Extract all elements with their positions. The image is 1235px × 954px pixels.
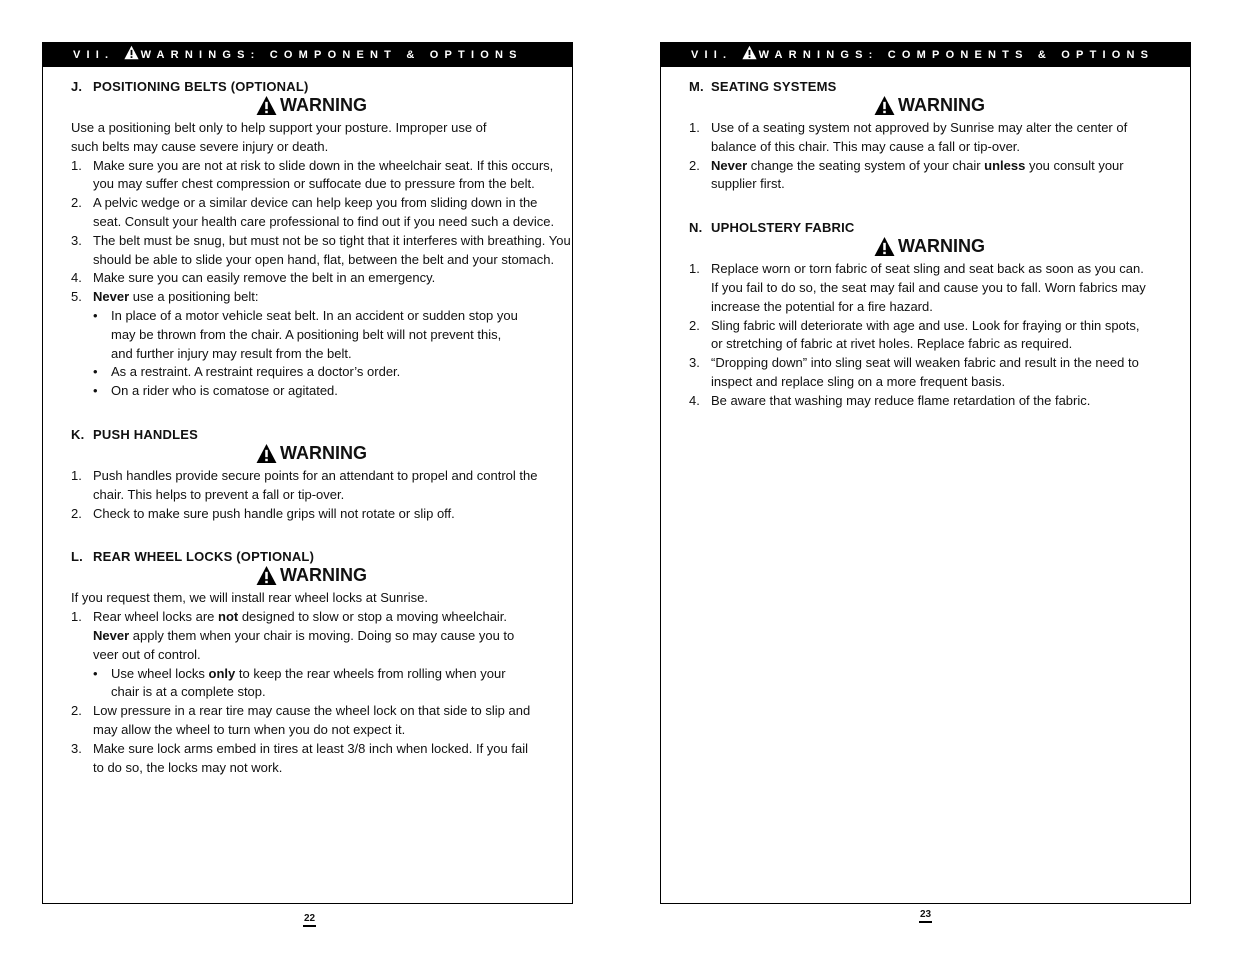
- bold-text: only: [208, 665, 236, 681]
- text-line: [71, 213, 555, 232]
- list-item: [71, 232, 571, 251]
- text-run: As a restraint. A restraint requires a doctor’s order.: [111, 364, 401, 380]
- list-item: [71, 288, 552, 307]
- warning-heading: [689, 236, 1170, 257]
- text-line: [689, 335, 1170, 354]
- text-run: supplier first.: [711, 176, 785, 192]
- text-run: should be able to slide your open hand, flat, between the belt and your stomach.: [93, 251, 555, 267]
- list-item: [71, 157, 552, 176]
- text-line: [689, 298, 1170, 317]
- warning-label: WARNING: [280, 442, 367, 463]
- section-header-bar: [43, 43, 572, 67]
- text-line: [71, 345, 552, 364]
- text-run: may allow the wheel to turn when you do not expect it.: [93, 721, 406, 737]
- bullet-item: [71, 382, 552, 401]
- text-run: The belt must be snug, but must not be so tight that it interferes with breathing. You: [93, 232, 571, 248]
- text-run: In place of a motor vehicle seat belt. In an accident or sudden stop you: [111, 307, 518, 323]
- warning-heading: [689, 95, 1170, 116]
- warning-label: WARNING: [280, 565, 367, 586]
- text-run: If you fail to do so, the seat may fail and cause you to fall. Worn fabrics may: [711, 279, 1146, 295]
- list-item: [689, 317, 1170, 336]
- text-run: Make sure lock arms embed in tires at least 3/8 inch when locked. If you fail: [93, 740, 528, 756]
- item-number: 2.: [71, 505, 82, 521]
- item-number: 4.: [71, 270, 82, 286]
- text-run: Use of a seating system not approved by Sunrise may alter the center of: [711, 120, 1128, 135]
- list-item: [71, 505, 552, 524]
- warning-label: WARNING: [898, 236, 985, 257]
- header-text: [691, 49, 1154, 61]
- section-title: [689, 79, 1170, 94]
- warning-triangle-icon: [742, 45, 757, 60]
- text-run: apply them when your chair is moving. Doing so may cause you to: [129, 627, 515, 643]
- section-letter: M.: [689, 79, 704, 94]
- text-run: If you request them, we will install rear wheel locks at Sunrise.: [71, 590, 428, 606]
- bullet-item: [71, 307, 552, 326]
- list-item: [689, 119, 1170, 138]
- list-item: [689, 354, 1170, 373]
- text-run: On a rider who is comatose or agitated.: [111, 383, 338, 399]
- page-number: 23: [919, 909, 932, 923]
- list-item: [71, 740, 552, 759]
- text-run: Be aware that washing may reduce flame retardation of the fabric.: [711, 392, 1091, 408]
- text-run: Rear wheel locks are: [93, 609, 218, 625]
- text-run: Use wheel locks: [111, 665, 209, 681]
- item-number: 3.: [71, 740, 82, 756]
- text-run: Replace worn or torn fabric of seat sling and seat back as soon as you can.: [711, 261, 1144, 277]
- bullet-dot: •: [93, 307, 98, 323]
- section-title-text: PUSH HANDLES: [93, 426, 198, 442]
- warning-triangle-icon: [256, 95, 277, 116]
- text-run: change the seating system of your chair: [747, 157, 985, 173]
- text-run: use a positioning belt:: [129, 289, 259, 305]
- warning-heading: [71, 443, 552, 464]
- header-title: WARNINGS: COMPONENT & OPTIONS: [140, 49, 523, 61]
- list-item: [71, 608, 552, 627]
- text-run: Push handles provide secure points for an attendant to propel and control the: [93, 467, 538, 483]
- section-title-text: UPHOLSTERY FABRIC: [711, 220, 855, 236]
- text-run: inspect and replace sling on a more frequent basis.: [711, 373, 1006, 389]
- warning-triangle-icon: [256, 443, 277, 464]
- section-title-text: REAR WHEEL LOCKS (OPTIONAL): [93, 549, 315, 565]
- item-number: 3.: [689, 355, 700, 371]
- warning-label: WARNING: [280, 95, 367, 115]
- text-run: to keep the rear wheels from rolling when your: [235, 665, 506, 681]
- warning-triangle-icon: [124, 45, 139, 60]
- bold-text: unless: [984, 157, 1026, 173]
- text-run: you consult your: [1025, 157, 1124, 173]
- header-roman: VII.: [691, 49, 742, 61]
- text-line: [71, 251, 555, 270]
- text-run: Low pressure in a rear tire may cause the wheel lock on that side to slip and: [93, 703, 531, 719]
- section-title-text: SEATING SYSTEMS: [711, 79, 837, 94]
- bold-text: Never: [93, 627, 130, 643]
- text-line: [71, 326, 552, 345]
- list-item: [71, 702, 552, 721]
- text-run: you may suffer chest compression or suffocate due to pressure from the belt.: [93, 176, 535, 192]
- warning-heading: [71, 565, 552, 586]
- text-run: chair. This helps to prevent a fall or tip-over.: [93, 486, 345, 502]
- list-item: [689, 392, 1170, 411]
- item-number: 2.: [689, 157, 700, 173]
- section-letter: J.: [71, 79, 83, 94]
- text-run: chair is at a complete stop.: [111, 684, 266, 700]
- text-line: [689, 279, 1170, 298]
- section-spacer: [689, 194, 1170, 208]
- section-title-text: POSITIONING BELTS (OPTIONAL): [93, 79, 309, 94]
- item-number: 1.: [689, 120, 700, 135]
- manual-page-right: [660, 42, 1191, 904]
- text-line: [689, 373, 1170, 392]
- warning-triangle-icon: [874, 236, 895, 257]
- item-number: 1.: [71, 467, 82, 483]
- header-roman: VII.: [73, 49, 124, 61]
- bullet-item: [71, 363, 552, 382]
- bold-text: not: [218, 609, 239, 625]
- warning-heading: [71, 95, 552, 116]
- text-line: [689, 138, 1170, 157]
- text-run: may be thrown from the chair. A positioning belt will not prevent this,: [111, 326, 502, 342]
- bullet-dot: •: [93, 364, 98, 380]
- warning-triangle-icon: [874, 95, 895, 116]
- section-title: [71, 427, 552, 442]
- text-run: designed to slow or stop a moving wheelchair.: [238, 609, 508, 625]
- text-run: seat. Consult your health care professional to find out if you need such a device.: [93, 213, 555, 229]
- text-run: or stretching of fabric at rivet holes. Replace fabric as required.: [711, 336, 1073, 352]
- warning-triangle-icon: [256, 565, 277, 586]
- text-run: Make sure you can easily remove the belt in an emergency.: [93, 270, 436, 286]
- item-number: 5.: [71, 289, 82, 305]
- text-run: Make sure you are not at risk to slide down in the wheelchair seat. If this occurs,: [93, 157, 554, 173]
- page-content: [661, 79, 1190, 411]
- list-item: [71, 467, 552, 486]
- page-content: [43, 79, 572, 777]
- text-run: Check to make sure push handle grips will not rotate or slip off.: [93, 505, 455, 521]
- section-letter: K.: [71, 426, 85, 442]
- list-item: [689, 157, 1170, 176]
- section-title: [689, 220, 1170, 235]
- text-line: [71, 721, 552, 740]
- item-number: 2.: [71, 703, 82, 719]
- warning-label: WARNING: [898, 95, 985, 115]
- header-text: [73, 49, 523, 61]
- text-run: to do so, the locks may not work.: [93, 759, 283, 775]
- text-line: [71, 589, 552, 608]
- text-run: and further injury may result from the belt.: [111, 345, 352, 361]
- bold-text: Never: [93, 289, 130, 305]
- text-line: [689, 175, 1170, 194]
- item-number: 1.: [689, 261, 700, 277]
- section-title: [71, 549, 552, 564]
- section-spacer: [71, 523, 552, 537]
- text-line: [71, 138, 552, 157]
- item-number: 1.: [71, 157, 82, 173]
- text-line: [71, 646, 552, 665]
- list-item: [71, 269, 552, 288]
- text-line: [71, 759, 552, 778]
- text-run: A pelvic wedge or a similar device can help keep you from sliding down in the: [93, 195, 538, 211]
- manual-page-left: [42, 42, 573, 904]
- text-run: balance of this chair. This may cause a fall or tip-over.: [711, 138, 1021, 154]
- text-line: [71, 627, 552, 646]
- item-number: 1.: [71, 609, 82, 625]
- item-number: 2.: [689, 317, 700, 333]
- section-spacer: [71, 401, 552, 415]
- text-line: [71, 119, 552, 138]
- section-letter: L.: [71, 549, 83, 565]
- page-number: 22: [303, 913, 316, 927]
- bullet-item: [71, 665, 552, 684]
- header-title: WARNINGS: COMPONENTS & OPTIONS: [758, 49, 1155, 61]
- text-run: “Dropping down” into sling seat will weaken fabric and result in the need to: [711, 355, 1139, 371]
- bold-text: Never: [711, 157, 748, 173]
- list-item: [689, 260, 1170, 279]
- text-run: Use a positioning belt only to help support your posture. Improper use of: [71, 120, 487, 135]
- section-title: [71, 79, 552, 94]
- text-run: veer out of control.: [93, 646, 201, 662]
- section-letter: N.: [689, 220, 703, 236]
- text-run: increase the potential for a fire hazard.: [711, 298, 933, 314]
- list-item: [71, 194, 552, 213]
- text-line: [71, 486, 552, 505]
- item-number: 2.: [71, 195, 82, 211]
- bullet-dot: •: [93, 383, 98, 399]
- text-run: Sling fabric will deteriorate with age and use. Look for fraying or thin spots,: [711, 317, 1140, 333]
- item-number: 4.: [689, 392, 700, 408]
- text-line: [71, 175, 552, 194]
- text-run: such belts may cause severe injury or death.: [71, 138, 329, 154]
- bullet-dot: •: [93, 665, 98, 681]
- section-header-bar: [661, 43, 1190, 67]
- item-number: 3.: [71, 232, 82, 248]
- text-line: [71, 683, 552, 702]
